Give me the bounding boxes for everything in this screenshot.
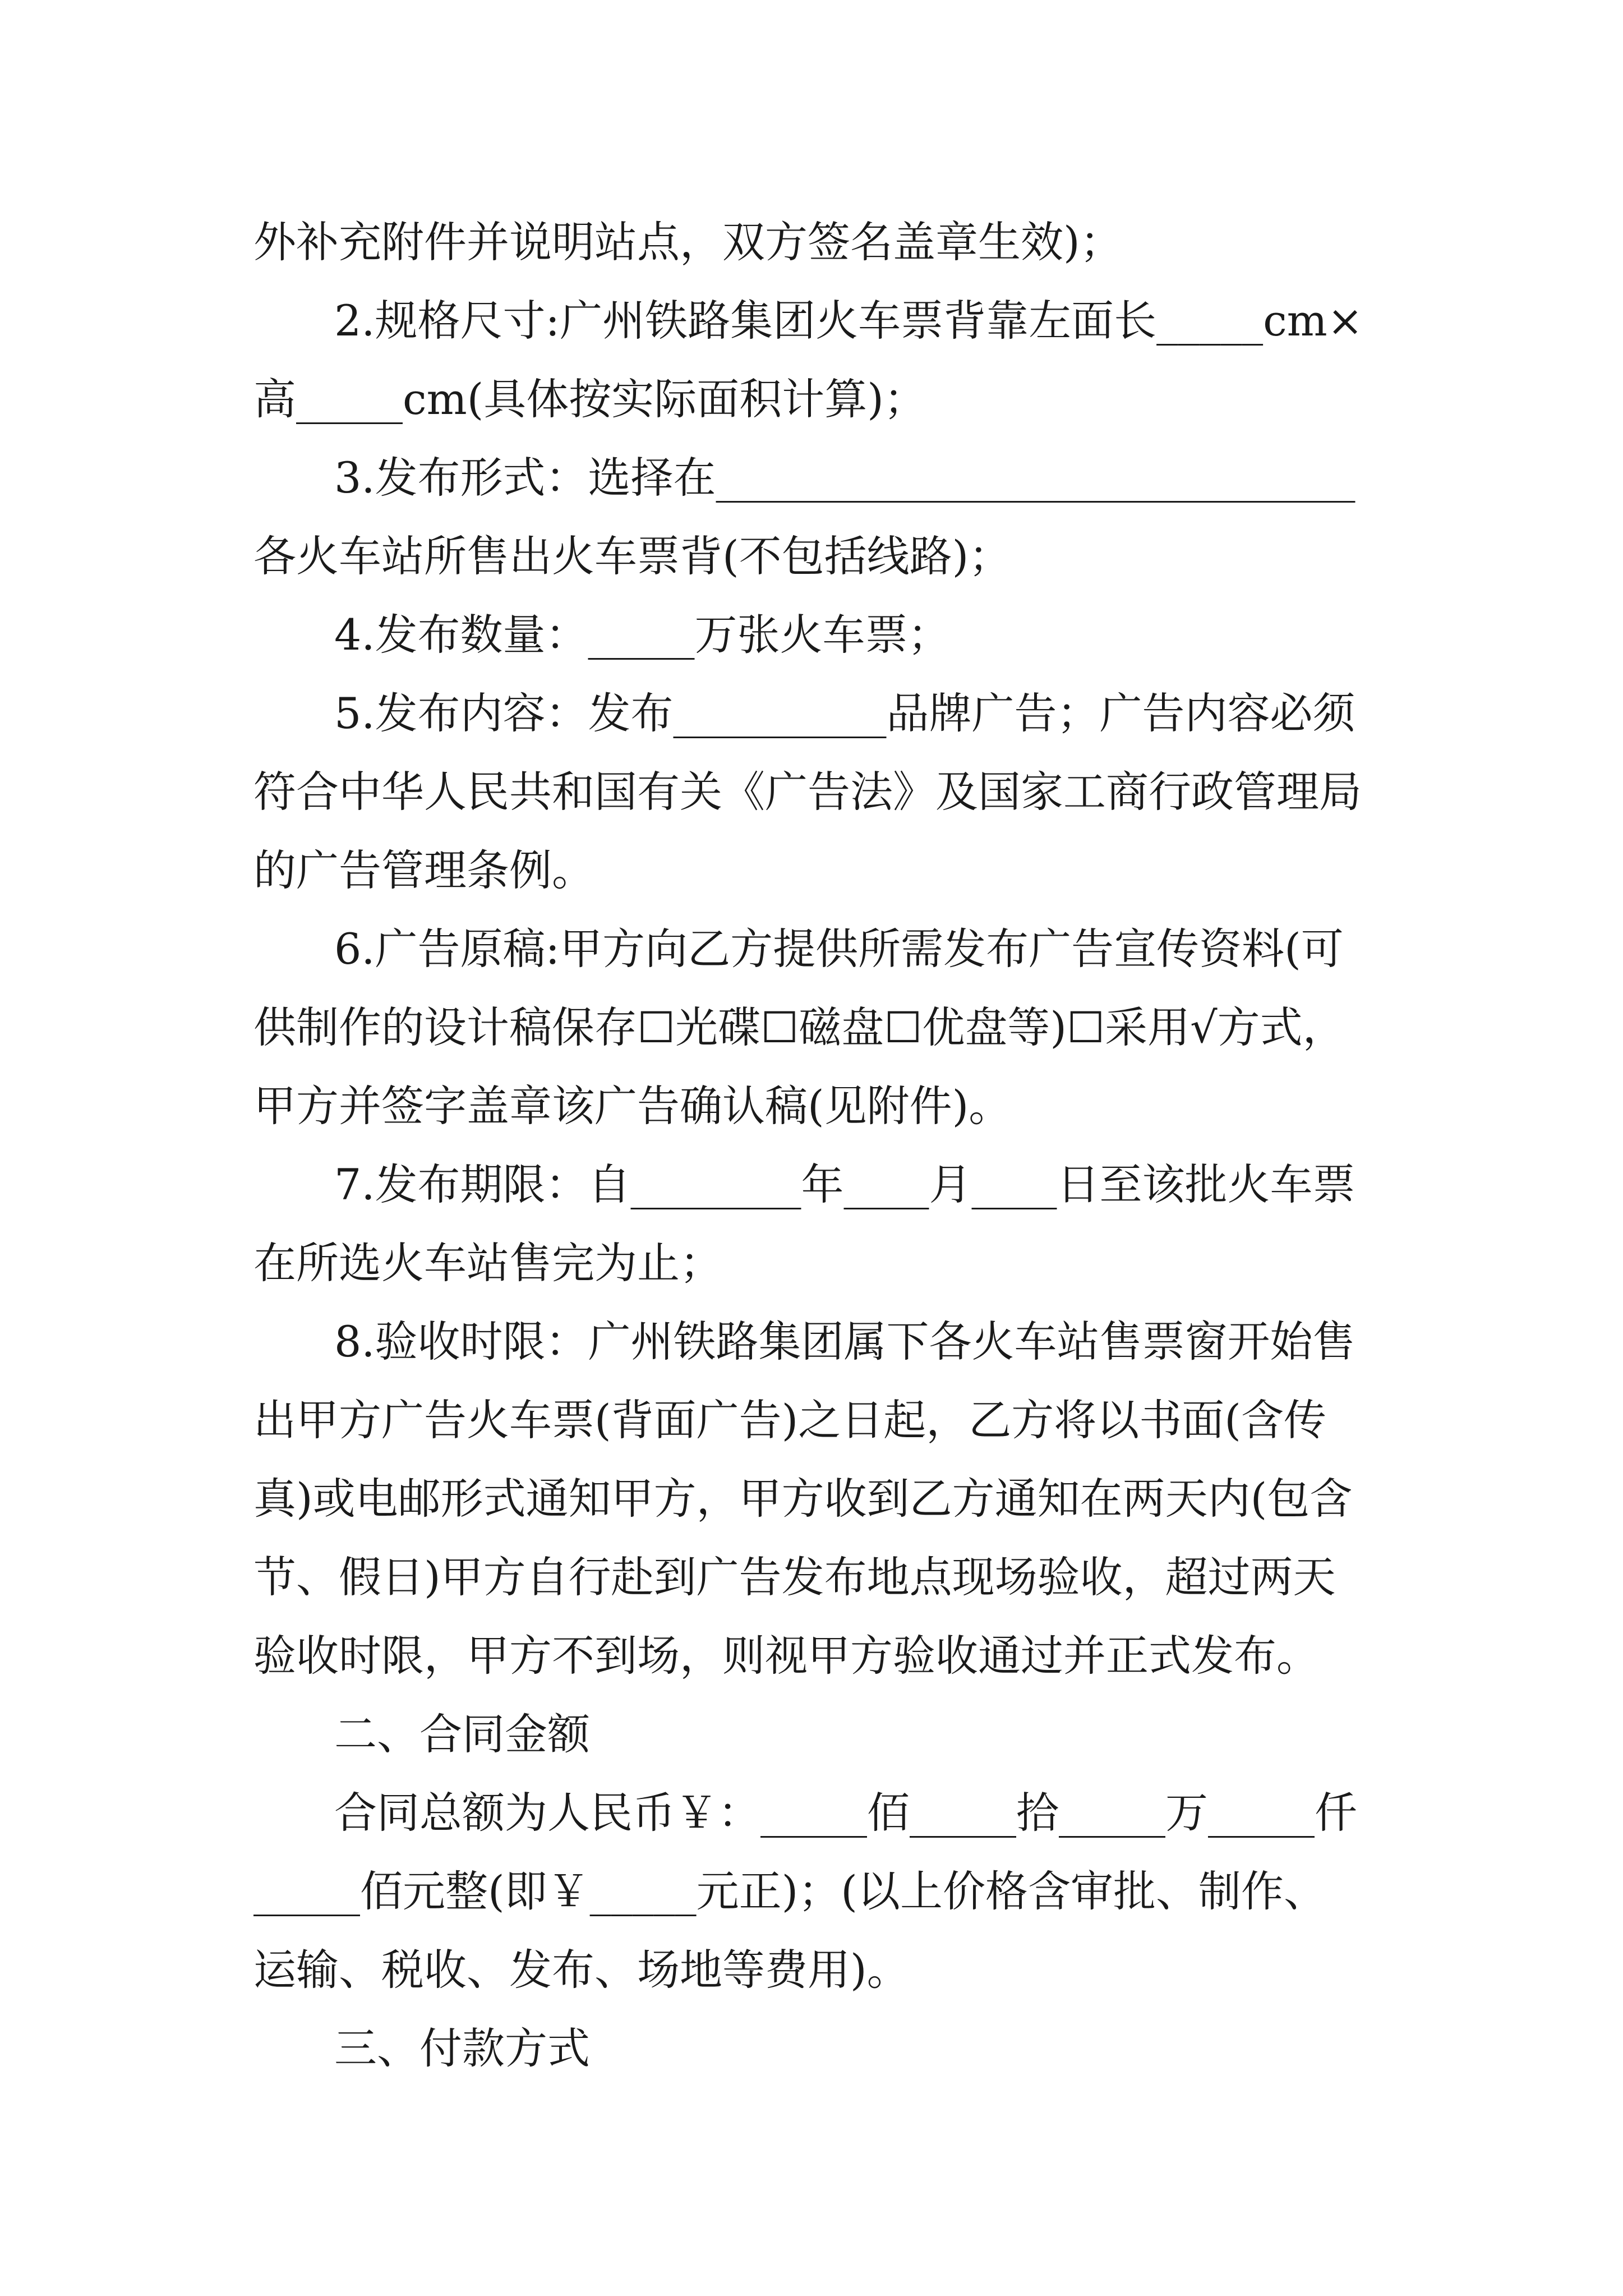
text-line-8: 符合中华人民共和国有关《广告法》及国家工商行政管理局 [253, 767, 1362, 817]
text-line-14: 在所选火车站售完为止； [253, 1238, 722, 1288]
text-line-18: 节、假日)甲方自行赴到广告发布地点现场验收，超过两天 [253, 1552, 1336, 1602]
text-line-6: 4.发布数量：_____万张火车票； [334, 610, 951, 660]
text-line-11: 供制作的设计稿保存☐光碟☐磁盘☐优盘等)☐采用√方式， [253, 1002, 1345, 1052]
section-heading-payment-method: 三、付款方式 [334, 2023, 590, 2073]
text-line-2: 2.规格尺寸:广州铁路集团火车票背靠左面长_____cm× [334, 296, 1363, 346]
text-line-9: 的广告管理条例。 [253, 845, 594, 895]
text-line-12: 甲方并签字盖章该广告确认稿(见附件)。 [253, 1081, 1012, 1131]
text-line-3: 高_____cm(具体按实际面积计算)； [253, 374, 926, 424]
text-line-13: 7.发布期限：自________年____月____日至该批火车票 [334, 1159, 1355, 1209]
text-line-1: 外补充附件并说明站点，双方签名盖章生效)； [253, 217, 1123, 267]
text-line-4: 3.发布形式：选择在______________________________ [334, 453, 1355, 503]
text-line-17: 真)或电邮形式通知甲方，甲方收到乙方通知在两天内(包含 [253, 1474, 1353, 1524]
text-line-19: 验收时限，甲方不到场，则视甲方验收通过并正式发布。 [253, 1631, 1319, 1681]
text-line-21: 合同总额为人民币￥：_____佰_____拾_____万_____仟 [334, 1788, 1357, 1838]
text-line-16: 出甲方广告火车票(背面广告)之日起，乙方将以书面(含传 [253, 1395, 1326, 1445]
text-line-7: 5.发布内容：发布__________品牌广告；广告内容必须 [334, 688, 1355, 738]
text-line-5: 各火车站所售出火车票背(不包括线路)； [253, 531, 1012, 581]
text-line-22: _____佰元整(即￥_____元正)；(以上价格含审批、制作、 [253, 1866, 1326, 1916]
text-line-23: 运输、税收、发布、场地等费用)。 [253, 1945, 910, 1995]
section-heading-contract-amount: 二、合同金额 [334, 1709, 590, 1759]
text-line-10: 6.广告原稿:甲方向乙方提供所需发布广告宣传资料(可 [334, 924, 1344, 974]
text-line-15: 8.验收时限：广州铁路集团属下各火车站售票窗开始售 [334, 1317, 1355, 1366]
